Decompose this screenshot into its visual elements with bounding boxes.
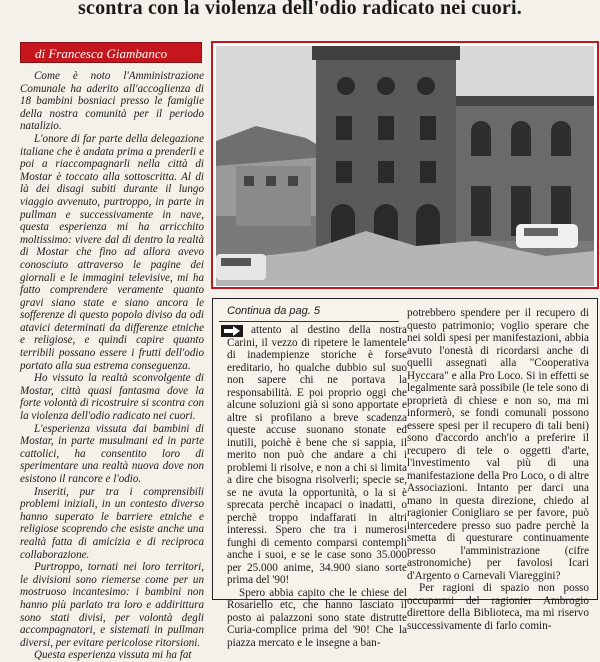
paragraph: Per ragioni di spazio non posso occuparmi del ragionier Ambrogio direttore della Biblioteca, ma mi riservo successivamente di farlo comin- <box>407 582 589 632</box>
paragraph: Questa esperienza vissuta mi ha fat <box>34 649 192 662</box>
paragraph: attento al destino della nostra Carini, il vezzo di ripetere le lamentele di inadempienze storiche è forse ereditario, ho qualche dubbio sul suo non sapere chi ne portava la responsabilità. E poi proprio oggi che alcune soluzioni già si sono apportate e altre si profilano a breve scadenza queste accuse suonano stonate ed inutili, poichè è bene che si sappia, il merito non può che andare a chi i problemi li risolve, e non a chi si limita a dire che bisogna risolverli; specie se, se ne avuta la opportunità, o la si è sprecata perchè incapaci o inadatti, o perchè troppo indaffarati in altri interessi. Spero che tra i numerosi funghi di cemento comparsi contempli anche i suoi, e se le case sono 35.000 per 25.000 anime, 34.900 siano sorte prima del '90! <box>227 324 407 586</box>
paragraph: Come è noto l'Amministrazione Comunale ha aderito all'accoglienza di 18 bambini bosniaci presso le famiglie della nostra comunità per il periodo natalizio. <box>20 70 204 133</box>
left-article-column <box>20 70 204 662</box>
continued-from-label: Continua da pag. 5 <box>227 305 320 317</box>
paragraph: Ho vissuto la realtà sconvolgente di Mostar, città quasi fantasma dove la forte volontà di ricostruire si scontra con la violenza dell'odio radicato nei cuori. <box>20 372 204 423</box>
paragraph: L'onore di far parte della delegazione italiane che è andata prima a prenderli e poi a riaccompagnarli nella città di Mostar è toccato alla sottoscritta. Al di là dei disagi subiti durante il lungo viaggio avvenuto, purtroppo, in parte in pullman e successivamente in nave, questa esperienza mi ha arricchito moltissimo: vivere dal di dentro la realtà di Mostar che fino ad allora avevo conosciuto attraverso le pagine dei giornali e le immagini televisive, mi ha fatto comprendere veramente quanto gravi siano state e siano ancora le sofferenze di questo popolo diviso da odi atavici determinati da differenze etniche e religiose, e quindi capire quanto terribili possano essere i frutti dell'odio portato alla sua estrema conseguenza. <box>20 132 204 372</box>
paragraph: Inseriti, pur tra i comprensibili problemi iniziali, in un contesto diverso hanno superato le barriere etniche e religiose scoprendo che esiste anche una realtà fatta di amicizia e di reciproca collaborazione. <box>20 485 204 561</box>
paragraph: L'esperienza vissuta dai bambini di Mostar, in parte musulmani ed in parte cattolici, ha consentito loro di sperimentare una realtà nuova dove non esistono il rancore e l'odio. <box>20 422 204 485</box>
paragraph: Spero abbia capito che le chiese del Rosariello etc, che hanno lasciato il posto ai palazzoni sono state distrutte Curia-complice prima del '90! Che la piazza mercato e le insegne a ban- <box>227 586 407 649</box>
author-byline: di Francesca Giambanco <box>20 42 202 63</box>
divider <box>219 321 399 322</box>
continued-article <box>212 298 598 649</box>
page-headline: scontra con la violenza dell'odio radicato nei cuori. <box>78 0 522 19</box>
article-column-2 <box>407 307 589 632</box>
paragraph: Purtroppo, tornati nei loro territori, le divisioni sono riemerse come per un mostruoso incantesimo: i bambini non hanno più parlato tra loro e addirittura sono stati divisi, per volontà degli accompagnatori, e sistemati in pullman diversi, per evitare pericolose ritorsioni. <box>20 561 204 649</box>
article-column-1 <box>227 324 407 649</box>
ruined-building-photo <box>216 46 594 286</box>
paragraph: potrebbero spendere per il recupero di questo patrimonio; voglio sperare che nei soldi spesi per manifestazioni, abbia avuto l'onestà di ricordarsi anche di quelli assegnati alla "Cooperativa Hyccara" e alla Pro Loco. Si in effetti se legalmente sarà possibile (le tele sono di proprietà di chiese e non so, ma mi informerò, se fondi comunali possono essere spesi per il recupero di tali beni) sono d'accordo anch'io a preferire il recupero di tele o oggetti d'arte, l'investimento val più di una manifestazione della Pro Loco, o di altre Associazioni. Intanto per darci una mano in questa direzione, chiedo al ragionier Conigliaro se per favore, può intercedere presso suo padre perchè la smetta di questurare continuamente presso l'amministrazione (cifre astronomiche) per favolosi Icari d'Argento o Carnevali Viareggini? <box>407 307 589 582</box>
mostar-photo <box>211 41 599 289</box>
